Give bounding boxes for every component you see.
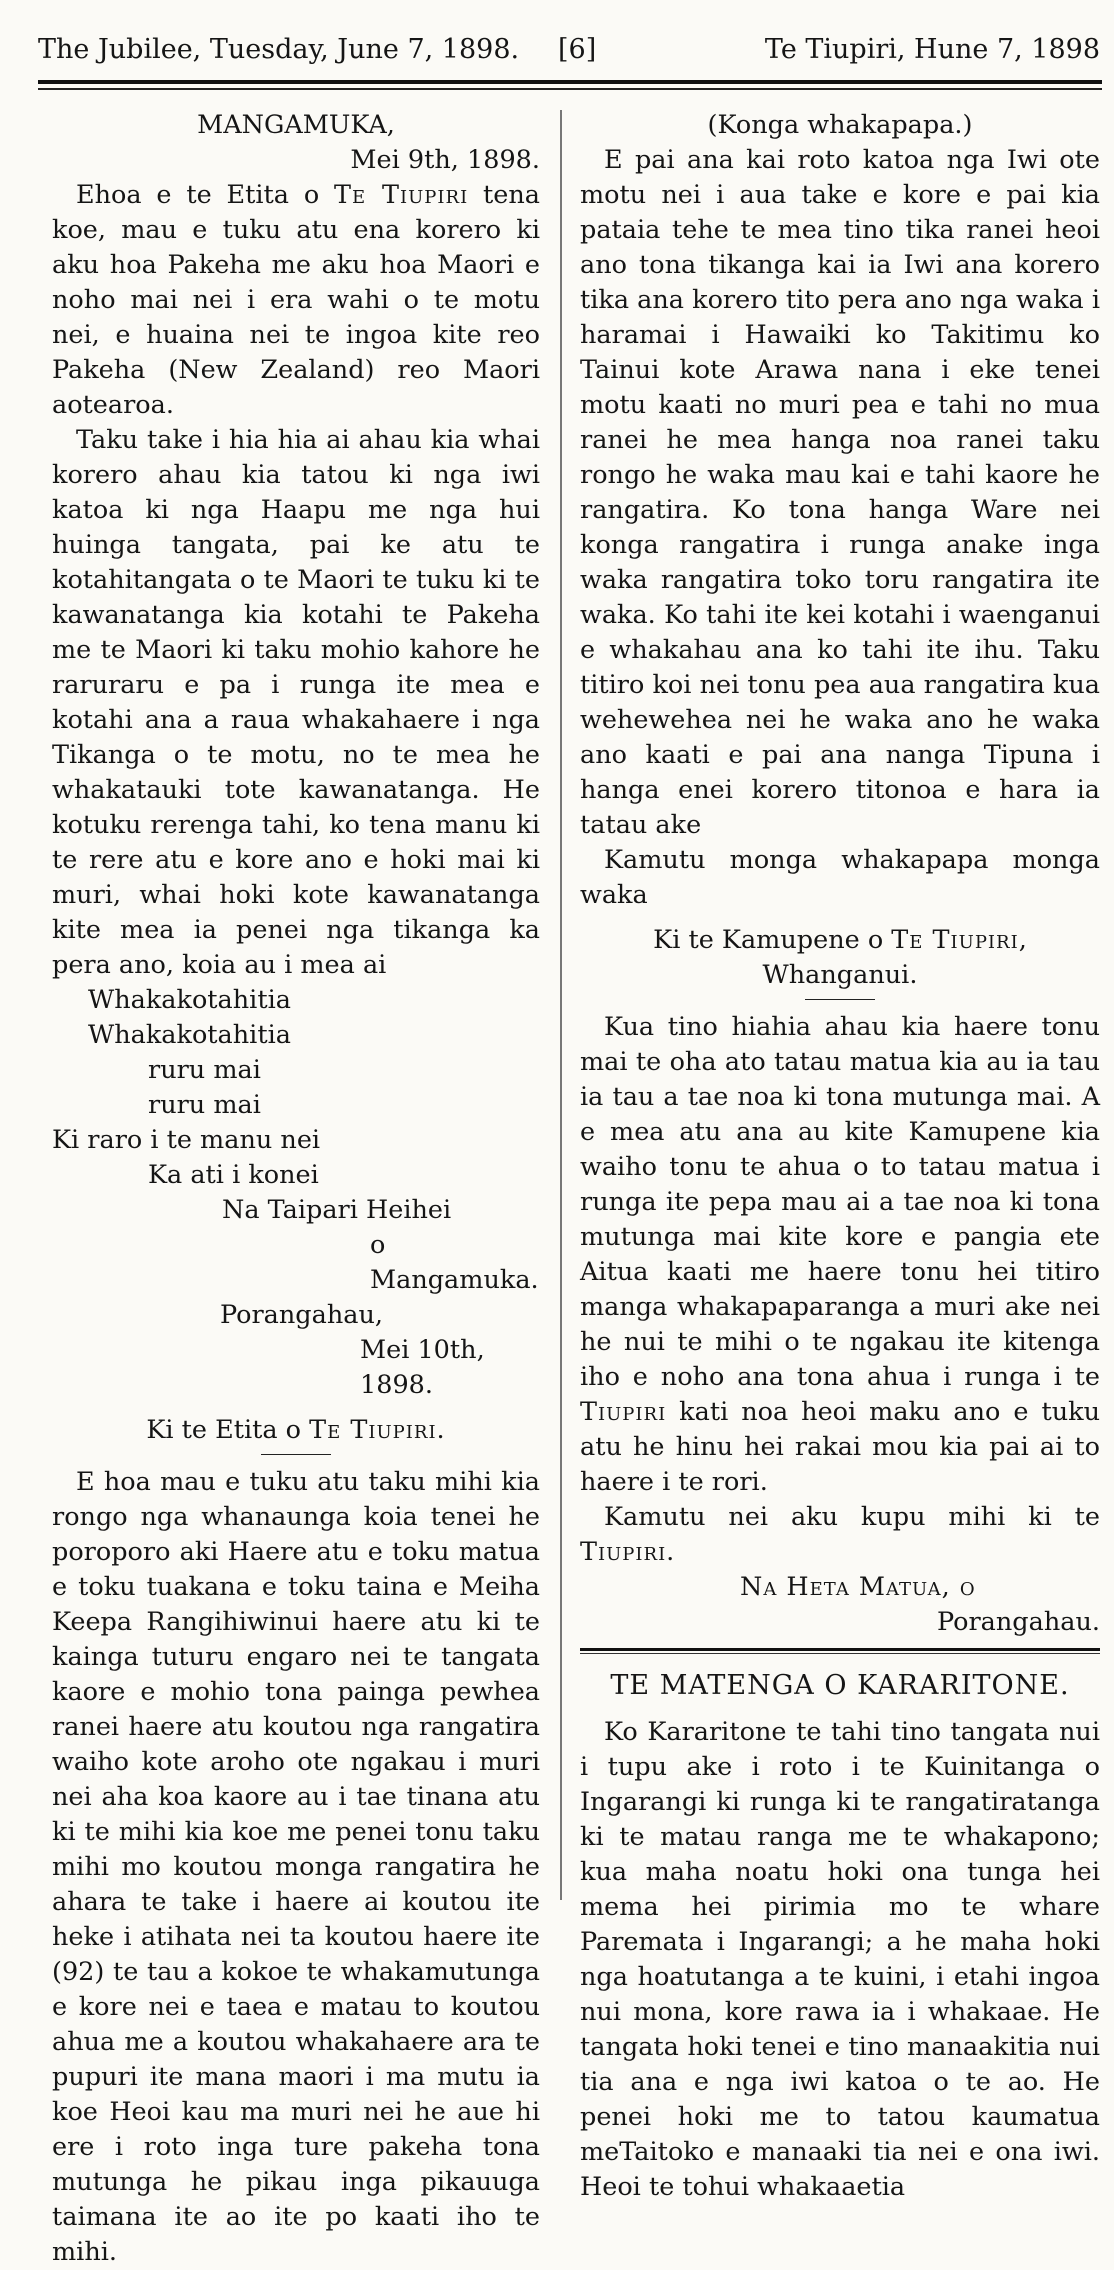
place: Porangahau, <box>220 1300 383 1330</box>
short-rule <box>805 999 875 1000</box>
right-column <box>580 108 1100 2205</box>
dateline: Mei 9th, 1898. <box>350 145 540 175</box>
verse-line: ruru mai <box>148 1055 261 1085</box>
paragraph: Ko Kararitone te tahi tino tangata nui i tupu ake i roto i te Kuinitanga o Ingarangi ki runga ki te rangatiratanga ki te matau ranga me te whakapono; kua maha noatu hoki ona tunga hei mema hei pirimia mo te whare Paremata i Ingarangi; a he maha hoki nga hoatutanga a te kuini, i etahi ingoa nui mona, kore rawa ia i whakaae. He tangata hoki tenei e tino manaakitia nui tia ana e nga iwi katoa o te ao. He penei hoki me to tatou kaumatua meTaitoko e manaaki tia nei e ona iwi. Heoi te tohui whakaaetia <box>580 1717 1100 2202</box>
signature-place: Porangahau. <box>937 1607 1100 1637</box>
signature: Na Taipari Heihei <box>222 1195 452 1225</box>
verse-line: Ki raro i te manu nei <box>52 1125 321 1155</box>
paragraph: Kamutu nei aku kupu mihi ki te Tiupiri. <box>580 1502 1100 1567</box>
paragraph: Kua tino hiahia ahau kia haere tonu mai te oha ato tatau matua kia au ia tau ia tau a tae noa ki tona mutunga mai. A e mea atu ana au kite Kamupene kia waiho tonu te ahua o to tatau matua i runga ite pepa mau ai a tae noa ki tona mutunga mai kite kore e pangia ete Aitua kaati me haere tonu hei titiro manga whakapaparanga a muri ake nei he nui te mihi o te ngakau ite kitenga iho e noho ana tona ahua i runga i te Tiupiri kati noa heoi maku ano e tuku atu he hinu hei rakai mou kia pai ai to haere i te rori. <box>580 1012 1100 1497</box>
verse-line: Whakakotahitia <box>88 985 291 1015</box>
paragraph: E hoa mau e tuku atu taku mihi kia rongo nga whanaunga koia tenei he poroporo aki Haere atu e toku matua e toku tuakana e toku taina e Meiha Keepa Rangihiwinui haere atu ki te kainga tuturu engaro nei te tangata kaore e mohio tona painga pewhea ranei haere atu koutou nga rangatira waiho kote aroho ote ngakau i muri nei aha koa kaore au i tae tinana atu ki te mihi kia koe me penei tonu taku mihi mo koutou monga rangatira he ahara te take i haere ai koutou ite heke i atihata nei ta koutou haere ite (92) te tau a kokoe te whakamutunga e kore nei e taea e matau to koutou ahua me a koutou whakahaere ara te pupuri ite mana maori i ma mutu ia koe Heoi kau ma muri nei he aue hi ere i roto inga ture pakeha tona mutunga he pikau inga pikauuga taimana ite ao ite po kaati iho te mihi. <box>52 1467 540 2267</box>
short-rule <box>261 1454 331 1455</box>
section-heading: Ki te Etita o Te Tiupiri. <box>146 1415 446 1445</box>
page-header <box>38 34 1100 70</box>
verse-line: Whakakotahitia <box>88 1020 291 1050</box>
verse-line: ruru mai <box>148 1090 261 1120</box>
paragraph: Taku take i hia hia ai ahau kia whai korero ahau kia tatou ki nga iwi katoa ki nga Haapu me nga hui huinga tangata, pai ke atu te kotahitangata o te Maori te tuku ki te kawanatanga kia kotahi te Pakeha me te Maori ki taku mohio kahore he raruraru e pa i runga ite mea e kotahi ana a raua whakahaere i nga Tikanga o te motu, no te mea he whakatauki tote kawanatanga. He kotuku rerenga tahi, ko tena manu ki te rere atu e kore ano e hoki mai ki muri, whai hoki kote kawanatanga kite mea ia penei nga tikanga ka pera ano, koia au i mea ai <box>52 425 540 980</box>
page-number: [6] <box>558 34 597 65</box>
paragraph: Ehoa e te Etita o Te Tiupiri tena koe, mau e tuku atu ena korero ki aku hoa Pakeha me aku hoa Maori e noho mai nei i era wahi o te motu nei, e huaina nei te ingoa kite reo Pakeha (New Zealand) reo Maori aotearoa. <box>52 180 541 420</box>
header-rule-thin <box>38 88 1102 90</box>
paragraph: E pai ana kai roto katoa nga Iwi ote motu nei i aua take e kore e pai kia pataia tehe te mea tino tika ranei heoi ano tona tikanga kai ia Iwi ana korero tika ana korero tito pera ano nga waka i haramai i Hawaiki ko Takitimu ko Tainui kote Arawa nana i eke tenei motu kaati no muri pea e tahi no mua ranei he mea hanga noa ranei taku rongo he waka mau kai e tahi kaore he rangatira. Ko tona hanga Ware nei konga rangatira i runga anake inga waka rangatira toko toru rangatira ite waka. Ko tahi ite kei kotahi i waenganui e whakahau ana ko tahi ite ihu. Taku titiro koi nei tonu pea aua rangatira kua wehewehea nei he waka ano he waka ano kaati e pai ana nanga Tipuna i hanga enei korero titonoa e hara ia tatau ake <box>580 145 1100 840</box>
header-right: Te Tiupiri, Hune 7, 1898 <box>764 34 1100 65</box>
verse-line: Ka ati i konei <box>148 1160 319 1190</box>
section-heading: Ki te Kamupene o Te Tiupiri, Whanganui. <box>653 925 1027 990</box>
subheading: (Konga whakapapa.) <box>707 110 973 140</box>
signature: Na Heta Matua, o <box>740 1572 976 1602</box>
article-title-mangamuka: MANGAMUKA, <box>197 110 395 140</box>
signature-place: o Mangamuka. <box>370 1230 539 1295</box>
paragraph: Kamutu monga whakapapa monga waka <box>580 845 1100 910</box>
column-divider <box>560 110 562 1900</box>
dateline: Mei 10th, 1898. <box>360 1335 485 1400</box>
header-left: The Jubilee, Tuesday, June 7, 1898. <box>38 34 520 65</box>
section-rule-thin <box>580 1653 1100 1654</box>
header-rule <box>38 80 1102 84</box>
article-title-kararitone: TE MATENGA O KARARITONE. <box>610 1670 1070 1701</box>
left-column <box>52 108 540 2270</box>
section-rule <box>580 1648 1100 1651</box>
